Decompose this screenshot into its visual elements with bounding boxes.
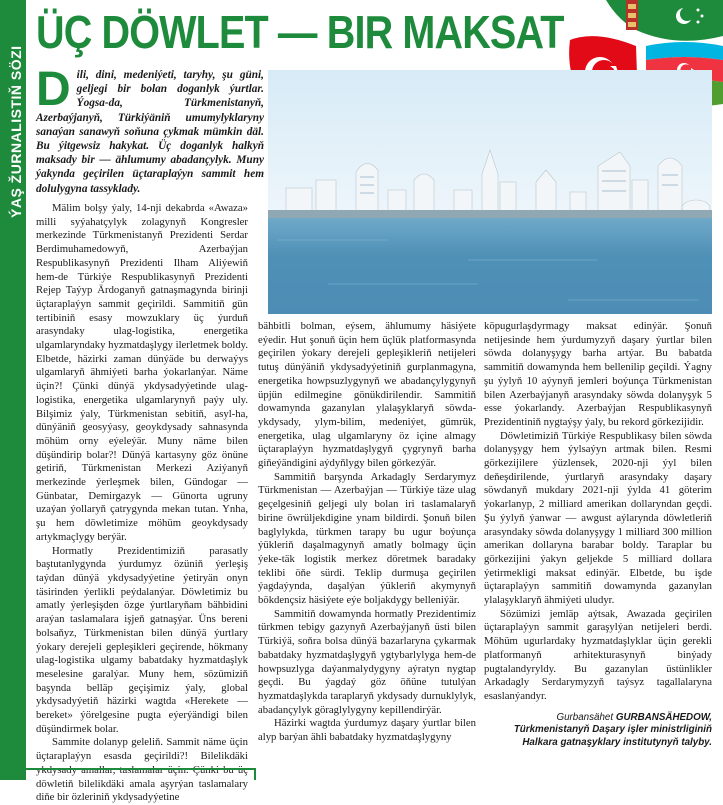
turkmenistan-flag-icon [606, 0, 723, 41]
paragraph: Mälim bolşy ýaly, 14-nji dekabrda «Awaza» milli syýahatçylyk zolagynyň Kongresler merkezinde Türkmenistanyň Prezidenti Serdar Berdimuhamedowyň, Azerbaýjan Respublikasynyň Prezidenti Ilham Aliýewiň hem-de Türkiýe Respublikasynyň Prezidenti Rejep Taýyp Ärdoganyň gatnaşmagynda birinji üçtaraplaýyn sammit geçirildi. Sammitiň gün tertibiniň esasy mowzuklary üç ýurduň arasyndaky ulag-logistika, energetika ulgamlaryndaky hyzmatdaşlygy ilerletmek boldy. Elbetde, häzirki zaman dünýäde bu derwaýys ulgamlaryň ähmiýeti barha ýokarlanýar. Näme üçin?! Çünki dünýä ykdysadyýetinde ulag-logistika, energetika ulgamlarynyň paýy uly. Bilşimiz ýaly, Türkmenistan sebitiň, asyl-ha, dünýäniň geosyýasy, geoykdysady sahnasynda möhüm orny eýeleýär. Muny näme bilen düşündirip bolar?! Dünýä kartasyny göz önüne getiriň, Türkmenistan Merkezi Aziýanyň merkezinde ýerleşmek bilen, Gündogar — Günbatar, Demirgazyk — Günorta ugruny uzaýan ýollaryň çatrygynda mekan tutan. Ynha, şu hem döwletimize möhüm geoykdysady artykmaçlygy berýär. [36, 202, 248, 543]
author-signature [484, 712, 712, 750]
paragraph: Häzirki wagtda ýurdumyz daşary ýurtlar bilen alyp barýan ähli babatdaky hyzmatdaşlygyny [258, 717, 476, 744]
headline: ÜÇ DÖWLET — BIR MAKSAT [36, 6, 564, 58]
article-column-3 [484, 320, 712, 749]
paragraph: Döwletimiziň Türkiýe Respublikasy bilen söwda dolanyşygy hem ýylsaýyn artmak bilen. Resmi görkezijilere ýüzlensek, 2020-nji ýyl bilen deňeşdirilende, ýurtlaryň arasyndaky daşary söwdanyň mukdary 2021-nji ýylda 41 göterim ýokarlanyp, 2 milliard amerikan dollaryndan geçdi. Şu ýylyň ýanwar — awgust aýlarynda döwletleriň arasyndaky söwda dolanyşygy 1 milliard 300 million amerikan dollaryna barabar boldy. Taraplar bu görkezijini ýakyn geljekde 5 milliard dollara ýetirmekligi maksat edinýär. Elbetde, bu işde üçtaraplaýyn sammitiň dowamynda gazanylan ylalaşyklaryň ähmiýeti uludyr. [484, 429, 712, 607]
section-label-wrap [0, 0, 26, 780]
paragraph: Sammite dolanyp geleliň. Sammit näme üçin üçtaraplaýyn esasda geçirildi?! Bilelikdäki ykdysady amallar, taslamalar üçin. Çünki bu üç döwletiň bilelikdäki amala aşyrýan taslamalary diňe bir özleriniň ykdysadyýetine [36, 736, 248, 804]
section-label: ÝAŞ ŽURNALISTIŇ SÖZI [8, 45, 24, 218]
article-column-1 [36, 202, 248, 805]
paragraph: Sözümizi jemläp aýtsak, Awazada geçirilen üçtaraplaýyn sammit garaşylýan netijeleri berdi. Möhüm ugurlardaky hyzmatdaşlyklar üçin gerekli platformanyň arhitekturasynyň binýady pugtalandyryldy. Bu gazanylan üstünlikler Arkadagly Serdarymyzyň taýsyz tagallalaryna esaslanýandyr. [484, 607, 712, 702]
author-name [484, 712, 712, 725]
paragraph: köpugurlaşdyrmagy maksat edinýär. Şonuň netijesinde hem ýurdumyzyň daşary ýurtlar bilen söwda dolanyşygy barha artýar. Bu babatda sammitiň dowamynda hem bellenilip geçildi. Ýagny şu ýylyň 10 aýynyň jemleri boýunça Türkmenistan bilen Azerbaýjanyň arasyndaky söwda dolanyşyk 5 esse ýokarlandy. Azerbaýjan Respublikasynyň Prezidentiniň nygtaýşy ýaly, bu rekord görkezijidir. [484, 320, 712, 428]
paragraph: Hormatly Prezidentimiziň parasatly baştutanlygynda ýurdumyz özüniň ýerleşiş taýdan dünýä ykdysadyýetine ýetiryän onyn täsirinden ýerlikli peýdalanýar. Döwletimiz bu amatly ýerleşişden özge ýurtlaryňam bähbidini araýan taslamalara işjeň gatnaşýar. Üns bereni bolsaňyz, Türkmenistan bilen dünýä ýurtlary ýokary derejeli gepleşikleri geçirende, hökmany ulag-logistika ulgamy babatdaky hyzmatdaşlyk meselesine garalýar. Muny hem, sözümiziň başynda belläp geçişimiz ýaly, global ykdysadyýetiň häzirki wagtda «Herekete — bereket» ýörelgesine pugta eýerýändigi bilen düşündirmek bolar. [36, 544, 248, 735]
author-affiliation: Türkmenistanyň Daşary işler ministrliginiň Halkara gatnaşyklary institutynyň talyby. [513, 724, 712, 748]
paragraph: Sammitiň dowamynda hormatly Prezidentimiz türkmen tebigy gazynyň Azerbaýjanyň üsti bilen Türkiýä, soňra bolsa dünýä bazarlaryna çykarmak babatdaky hyzmatdaşlygyň ygtybarlylyga hem-de howpsuzlyga daýanmalydygyny aýratyn nygtap geçdi. Bu ýagdaý göz öňüne tutulýan hyzmatdaşlykda taraplaryň ykdysady durnuklylyk, abadançylyk göraglylygyny kepillendirýär. [258, 607, 476, 716]
city-skyline-photo [268, 70, 712, 314]
author-last-name: GURBANSÄHEDOW, [615, 711, 712, 723]
paragraph: bähbitli bolman, eýsem, ählumumy häsiýete eýedir. Hut şonuň üçin hem üçlük platformasynda geçirilen ýokary derejeli gepleşikleriň netijeleri tutuş dünýäniň ykdysadyýetiniň gurplanmagyna, energetika howpsuzlygynyň we abadançylygynyň üpjün edilmegine gönükdirilendir. Sammitiň dowamynda gazanylan ylalaşyklaryň söwda-ykdysady, ylym-bilim, medeniýet, gümrük, energetika, ulag ulgamlaryny öz içine almagy üçtaraplaýyn hyzmatdaşlygyň çygrynyň barha giňeýändigini aýdyňlygy bilen görkezýär. [258, 320, 476, 470]
lead-text: ili, dini, medeniýeti, taryhy, şu güni, geljegi bir bolan doganlyk ýurtlar. Ýogsa-da, Türkmenistanyň, Azerbaýjanyň, Türkiýäniň umumylyklaryny sanaýan sanawyň soňuna çykmak mümkin däl. Bu ýitgewsiz hakykat. Üç doganlyk halkyň maksady bir — ählumumy abadançylyk. Muny ýakynda geçirilen üçtaraplaýyn sammit hem dolulygyna tassyklady. [36, 69, 264, 195]
bottom-frame [26, 768, 256, 780]
dropcap: D [36, 63, 71, 116]
lead-paragraph [36, 63, 264, 196]
author-first-name: Gurbansähet [556, 711, 614, 723]
article-column-2 [258, 320, 476, 745]
paragraph: Sammitiň barşynda Arkadagly Serdarymyz Türkmenistan — Azerbaýjan — Türkiýe täze ulag geçelgesiniň geljegi uly bolan iri taslamalaryň birine öwrüljekdigine ynam bildirdi. Şonuň bilen baglylykda, türkmen tarapy bu ugur boýunça ýükleriň daşalmagynyň amatly bolmagy üçin ýeke-täk logistik merkez döretmek baradaky teklibi öňe sürdi. Teklip durmuşa geçirilen ýagdaýynda, daşalýan ýükleriň akymynyň bökdençsiz häsiýete eýe boljakdygy belleniýär. [258, 470, 476, 607]
